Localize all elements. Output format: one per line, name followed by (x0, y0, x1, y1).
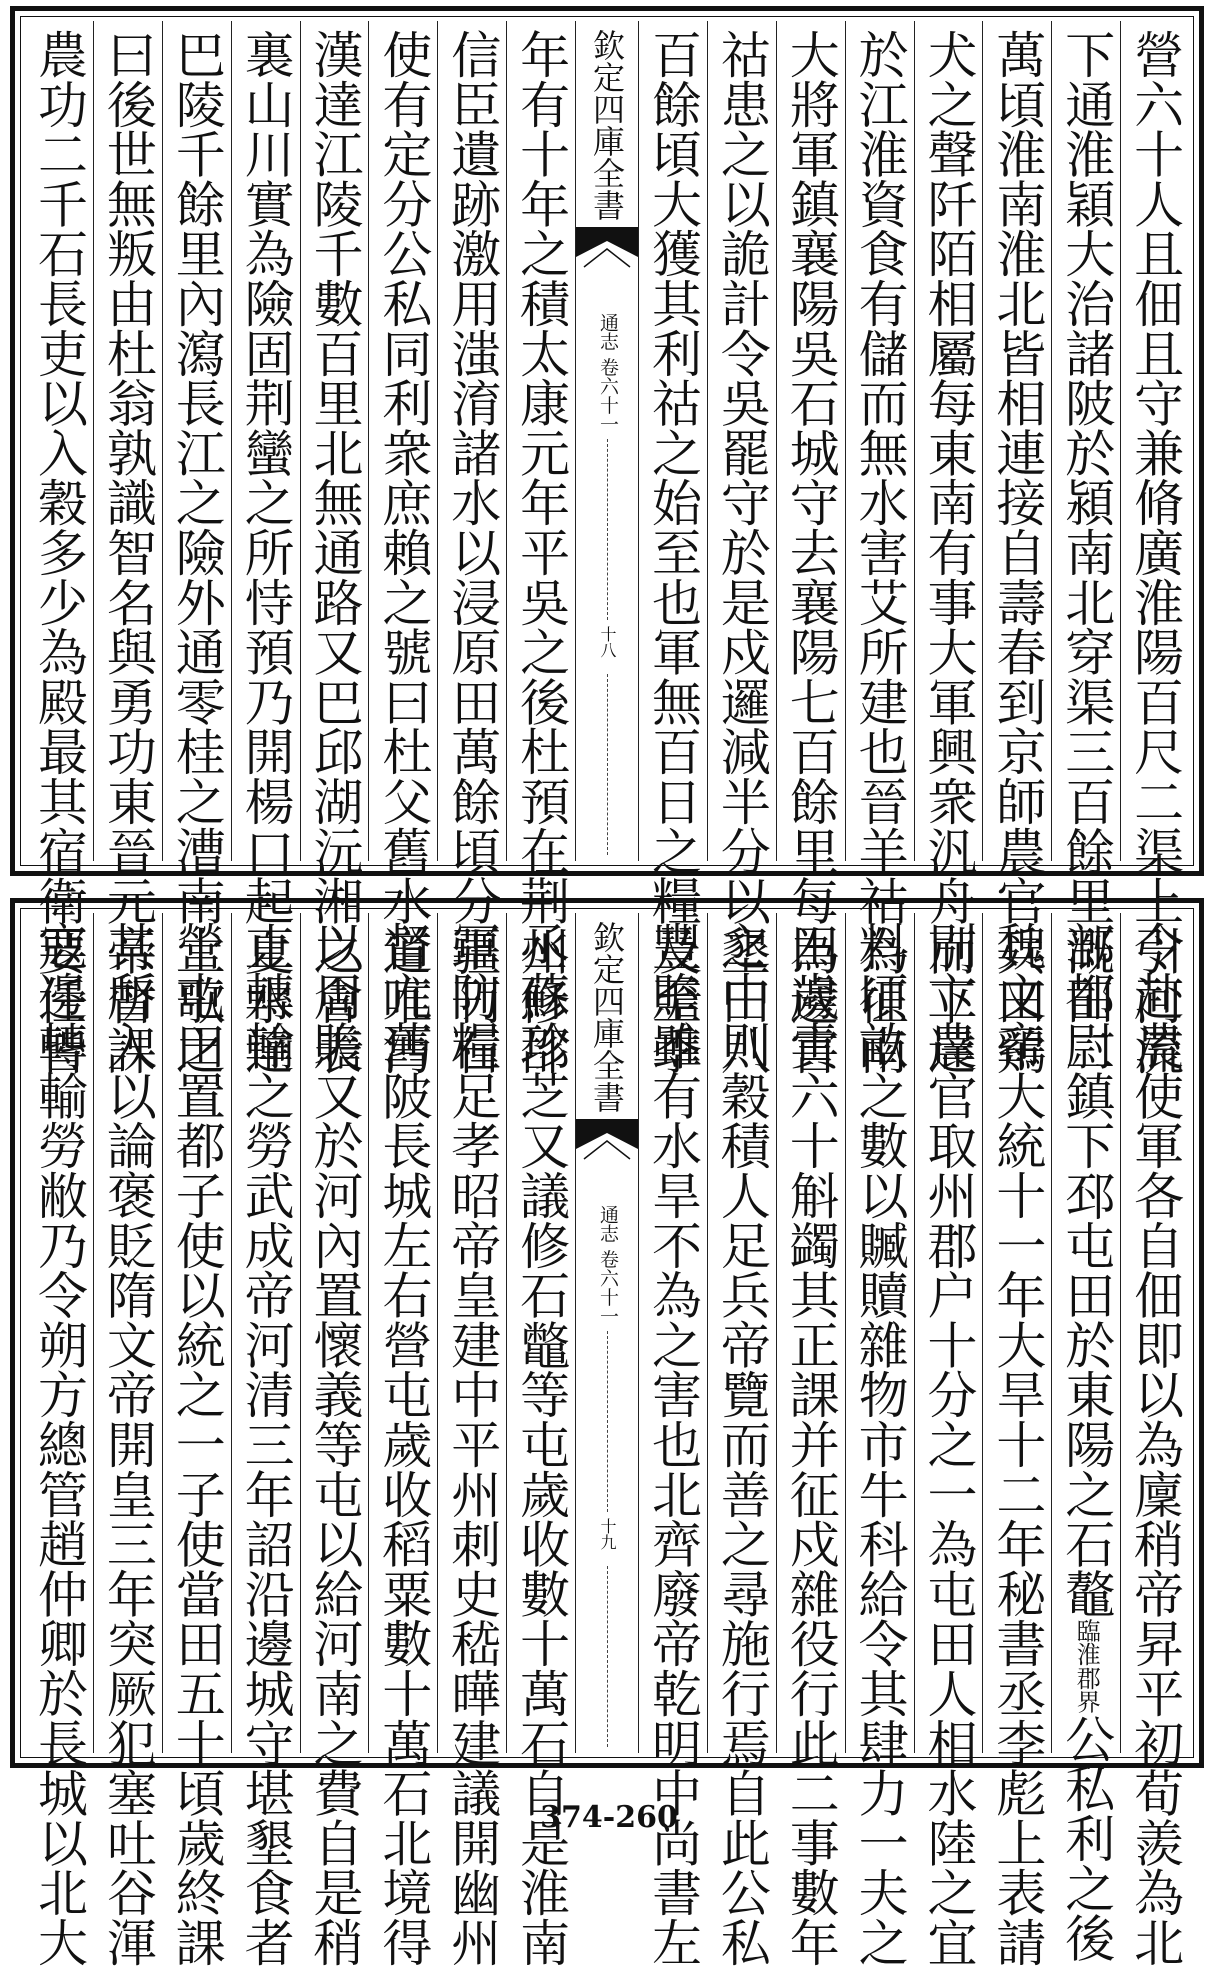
column-text: 其所入以論褒貶隋文帝開皇三年突厥犯塞吐谷渾 (98, 921, 157, 1967)
column-text: 以周贍又於河內置懷義等屯以給河南之費自是稍 (305, 921, 364, 1967)
top-page (10, 6, 1204, 1075)
text-column (300, 21, 369, 1075)
text-column (231, 913, 300, 1967)
text-column (1051, 21, 1120, 1075)
column-text: 魏文帝大統十一年大旱十二年秘書丞李彪上表請 (988, 921, 1047, 1967)
column-text-part: 公私利之後 (1057, 1713, 1116, 1963)
column-text: 祜患之以詭計令吳罷守於是戍邏減半分以墾田八 (712, 29, 771, 1075)
center-divider (607, 674, 608, 855)
center-fold (575, 913, 638, 1753)
column-text: 督亢舊陂長城左右營屯歲收稻粟數十萬石北境得 (374, 921, 433, 1967)
text-column (25, 913, 93, 1967)
text-column (707, 21, 776, 1075)
center-divider (607, 1331, 608, 1512)
column-text: 止轉輸之勞武成帝河清三年詔沿邊城守堪墾食者 (236, 921, 295, 1967)
text-column (162, 21, 231, 1075)
text-column (638, 913, 707, 1967)
center-divider (607, 1566, 608, 1747)
center-fold (575, 21, 638, 861)
text-column (776, 21, 845, 1075)
interlinear-note: 臨淮郡界 (1072, 1618, 1101, 1714)
column-text (1057, 921, 1116, 1963)
text-column (914, 21, 983, 1075)
text-column (506, 913, 575, 1967)
text-column (845, 913, 914, 1967)
text-column (368, 913, 437, 1967)
column-text: 於江淮資食有儲而無水害艾所建也晉羊祜為征南 (850, 29, 909, 1075)
fishtail-ornament (576, 1119, 638, 1179)
fishtail-ornament (576, 227, 638, 287)
text-column (982, 21, 1051, 1075)
text-column (93, 913, 162, 1967)
leaf-number: 十九 (598, 1518, 617, 1550)
column-text: 曰後世無叛由杜翁孰識智名與勇功東晉元帝督課 (98, 29, 157, 1075)
column-text-part: 部都尉鎮下邳屯田於東陽之石鼇 (1057, 921, 1116, 1619)
column-text: 信臣遺跡激用滍淯諸水以浸原田萬餘頃分疆刊石 (443, 29, 502, 1075)
text-column (845, 21, 914, 1075)
column-text: 料頃畝之數以贓贖雜物市牛科給令其肆力一夫之 (850, 921, 909, 1967)
column-text: 農功二千石長吏以入穀多少為殿最其宿衛要任皆 (29, 29, 88, 1075)
column-text: 下通淮穎大治諸陂於潁南北穿渠三百餘里溉田二 (1057, 29, 1116, 1075)
column-text: 漢達江陵千數百里北無通路又巴邱湖沅湘之會表 (305, 29, 364, 1075)
book-title: 欽定四庫全書 (588, 921, 626, 1113)
column-text: 豐贍雖有水旱不為之害也北齊廢帝乾明中尚書左 (643, 921, 702, 1967)
center-divider (607, 439, 608, 620)
column-text: 丞蘇珍芝又議修石鼈等屯歲收數十萬石自是淮南 (512, 921, 571, 1967)
column-text: 百餘頃大獲其利祜之始至也軍無百日之糧及至季 (643, 29, 702, 1075)
column-text: 犬之聲阡陌相屬每東南有事大軍興衆汎舟而下達 (919, 29, 978, 1075)
text-column (776, 913, 845, 1967)
text-column (231, 21, 300, 1075)
text-column (300, 913, 369, 1967)
column-text: 之中則穀積人足兵帝覽而善之尋施行焉自此公私 (712, 921, 771, 1967)
column-text: 大將軍鎮襄陽吳石城守去襄陽七百餘里每為邊害 (781, 29, 840, 1075)
text-column (162, 913, 231, 1967)
column-text: 營六十人且佃且守兼脩廣淮陽百尺二渠上引河流 (1126, 29, 1185, 1075)
page-number: 374-260 (540, 1800, 678, 1835)
column-text: 裏山川實為險固荆蠻之所恃預乃開楊口起夏水達 (236, 29, 295, 1075)
text-column (437, 913, 506, 1967)
text-column (707, 913, 776, 1967)
text-column (506, 21, 575, 1075)
text-column (437, 21, 506, 1075)
column-text: 別立農官取州郡户十分之一為屯田人相水陸之宜 (919, 921, 978, 1967)
text-column (1120, 913, 1189, 1967)
column-text: 年有十年之積太康元年平吳之後杜預在荆州修邵 (512, 29, 571, 1075)
text-column (914, 913, 983, 1967)
column-text: 巴陵千餘里內瀉長江之險外通零桂之漕南土歌之 (167, 29, 226, 1075)
text-column (25, 21, 93, 1075)
text-column (368, 21, 437, 1075)
text-column (638, 21, 707, 1075)
leaf-number: 十八 (598, 626, 617, 658)
volume-label: 通志 卷六十一 (596, 313, 619, 434)
text-column (1051, 913, 1120, 1963)
column-text: 田歲責六十斛蠲其正課并征戍雜役行此二事數年 (781, 921, 840, 1967)
column-text: 軍防糧足孝昭帝皇建中平州刺史嵇曄建議開幽州 (443, 921, 502, 1967)
column-text: 令赴農使軍各自佃即以為廩稍帝昇平初荀羨為北 (1126, 921, 1185, 1967)
book-title: 欽定四庫全書 (588, 29, 626, 221)
volume-label: 通志 卷六十一 (596, 1205, 619, 1326)
text-column (93, 21, 162, 1075)
text-column (982, 913, 1051, 1967)
top-columns (25, 21, 1189, 1075)
text-column (1120, 21, 1189, 1075)
column-text: 使有定分公私同利衆庶賴之號曰杜父舊水道唯沔 (374, 29, 433, 1075)
column-text: 營屯田置都子使以統之一子使當田五十頃歲終課 (167, 921, 226, 1967)
column-text: 萬頃淮南淮北皆相連接自壽春到京師農官兵田鷄 (988, 29, 1047, 1075)
column-text: 寇邊轉輸勞敝乃令朔方總管趙仲卿於長城以北大 (29, 921, 88, 1967)
